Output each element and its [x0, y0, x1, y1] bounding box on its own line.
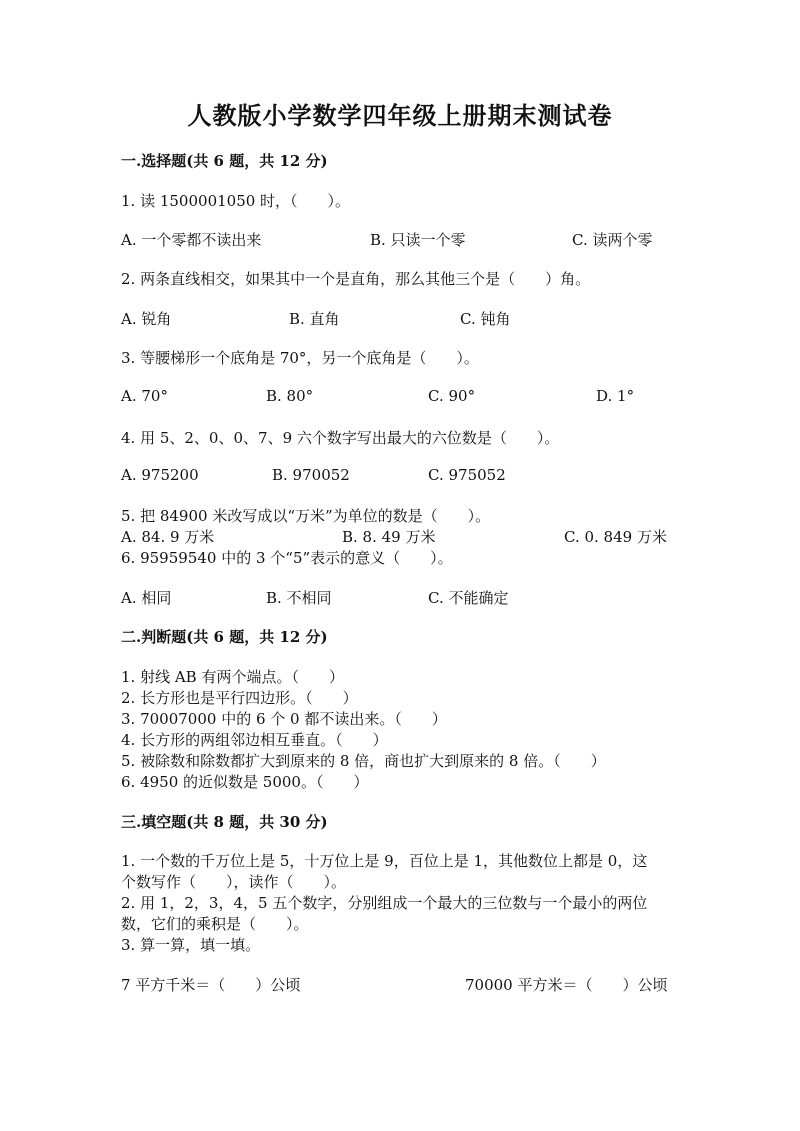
q6-option-b: B. 不相同	[266, 589, 332, 607]
question-3: 3. 等腰梯形一个底角是 70°，另一个底角是（ ）。	[121, 349, 479, 367]
q5-option-b: B. 8. 49 万米	[342, 528, 436, 546]
q3-option-c: C. 90°	[428, 387, 476, 405]
judge-item-6: 6. 4950 的近似数是 5000。（ ）	[121, 773, 369, 791]
q2-option-a: A. 锐角	[121, 310, 172, 328]
judge-item-2: 2. 长方形也是平行四边形。（ ）	[121, 689, 358, 707]
fill-line-1: 1. 一个数的千万位上是 5，十万位上是 9，百位上是 1，其他数位上都是 0，这	[121, 852, 648, 870]
question-4: 4. 用 5、2、0、0、7、9 六个数字写出最大的六位数是（ ）。	[121, 429, 560, 447]
question-1: 1. 读 1500001050 时，（ ）。	[121, 192, 351, 210]
q4-option-c: C. 975052	[428, 466, 506, 484]
judge-item-5: 5. 被除数和除数都扩大到原来的 8 倍，商也扩大到原来的 8 倍。（ ）	[121, 752, 606, 770]
fill-line-2: 个数写作（ ），读作（ ）。	[121, 873, 347, 891]
q1-option-b: B. 只读一个零	[370, 231, 466, 249]
question-5: 5. 把 84900 米改写成以“万米”为单位的数是（ ）。	[121, 507, 491, 525]
fill-line-3: 2. 用 1，2，3，4，5 五个数字，分别组成一个最大的三位数与一个最小的两位	[121, 894, 648, 912]
fill-line-5: 3. 算一算，填一填。	[121, 936, 261, 954]
q2-option-c: C. 钝角	[460, 310, 511, 328]
q6-option-c: C. 不能确定	[428, 589, 509, 607]
q3-option-a: A. 70°	[121, 387, 168, 405]
section1-heading: 一.选择题(共 6 题，共 12 分)	[121, 152, 328, 170]
q6-option-a: A. 相同	[121, 589, 172, 607]
q1-option-a: A. 一个零都不读出来	[121, 231, 262, 249]
q5-option-c: C. 0. 849 万米	[564, 528, 667, 546]
judge-item-4: 4. 长方形的两组邻边相互垂直。（ ）	[121, 731, 388, 749]
q3-option-b: B. 80°	[266, 387, 314, 405]
question-2: 2. 两条直线相交，如果其中一个是直角，那么其他三个是（ ）角。	[121, 270, 591, 288]
q4-option-b: B. 970052	[272, 466, 350, 484]
question-6: 6. 95959540 中的 3 个“5”表示的意义（ ）。	[121, 549, 453, 567]
fill-line-4: 数，它们的乘积是（ ）。	[121, 915, 309, 933]
q4-option-a: A. 975200	[121, 466, 199, 484]
section3-heading: 三.填空题(共 8 题，共 30 分)	[121, 813, 328, 831]
q5-option-a: A. 84. 9 万米	[121, 528, 215, 546]
conversion-2: 70000 平方米＝（ ）公顷	[465, 976, 668, 994]
q3-option-d: D. 1°	[596, 387, 635, 405]
conversion-1: 7 平方千米＝（ ）公顷	[121, 976, 301, 994]
judge-item-3: 3. 70007000 中的 6 个 0 都不读出来。（ ）	[121, 710, 447, 728]
q1-option-c: C. 读两个零	[572, 231, 653, 249]
section2-heading: 二.判断题(共 6 题，共 12 分)	[121, 628, 328, 646]
judge-item-1: 1. 射线 AB 有两个端点。（ ）	[121, 668, 344, 686]
q2-option-b: B. 直角	[289, 310, 340, 328]
page-title: 人教版小学数学四年级上册期末测试卷	[187, 101, 613, 130]
